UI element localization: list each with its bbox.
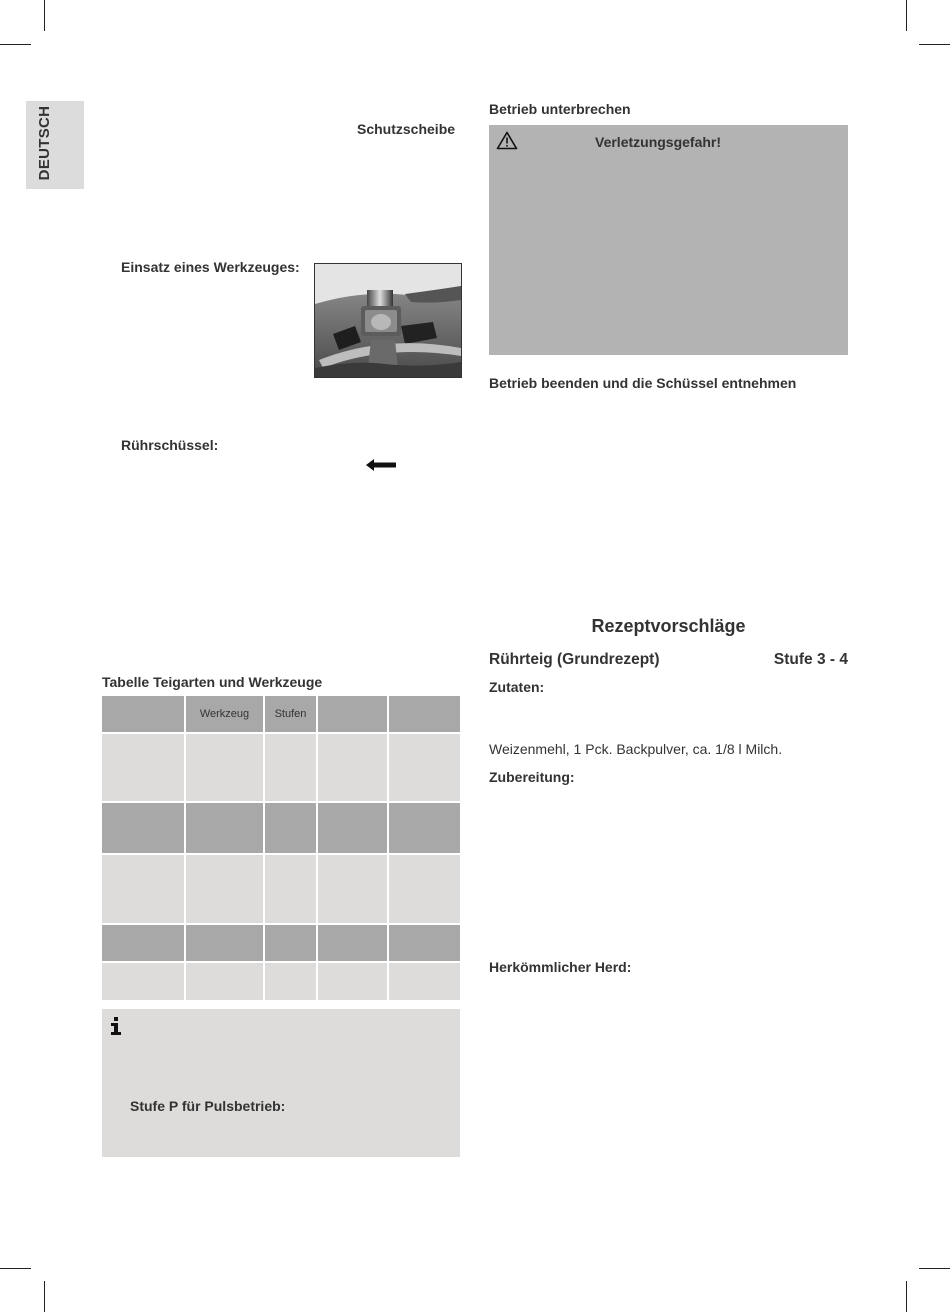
table-cell	[389, 963, 460, 1000]
table-header-cell: Werkzeug	[186, 696, 263, 732]
crop-mark	[44, 0, 45, 31]
warning-triangle-icon	[496, 131, 518, 150]
table-cell	[318, 734, 387, 801]
table-cell	[102, 855, 184, 923]
mixing-bowl-heading: Rührschüssel:	[121, 437, 219, 453]
table-cell	[389, 855, 460, 923]
tool-insertion-heading: Einsatz eines Werkzeuges:	[121, 259, 300, 275]
info-note-box	[102, 1009, 460, 1157]
oven-heading: Herkömmlicher Herd:	[489, 959, 632, 975]
table-cell	[186, 925, 263, 961]
table-cell	[389, 925, 460, 961]
table-cell	[102, 734, 184, 801]
table-cell	[186, 963, 263, 1000]
table-cell	[102, 803, 184, 853]
arrow-left-icon	[366, 458, 396, 472]
table-cell	[389, 803, 460, 853]
crop-mark	[44, 1281, 45, 1312]
table-cell	[186, 803, 263, 853]
ingredients-text: Weizenmehl, 1 Pck. Backpulver, ca. 1/8 l Milch.	[489, 741, 783, 757]
table-cell	[186, 734, 263, 801]
table-cell	[318, 855, 387, 923]
table-cell	[102, 925, 184, 961]
warning-box	[489, 125, 848, 355]
interrupt-heading: Betrieb unterbrechen	[489, 101, 631, 117]
crop-mark	[906, 0, 907, 31]
protective-disc-label: Schutzscheibe	[357, 121, 456, 137]
dough-tools-table	[102, 696, 460, 1000]
table-cell	[186, 855, 263, 923]
crop-mark	[0, 44, 31, 45]
table-title: Tabelle Teigarten und Werkzeuge	[102, 674, 323, 690]
table-cell	[318, 963, 387, 1000]
finish-heading: Betrieb beenden und die Schüssel entnehmen	[489, 375, 797, 391]
table-cell	[265, 803, 316, 853]
crop-mark	[906, 1281, 907, 1312]
crop-mark	[919, 44, 950, 45]
recipe-name: Rührteig (Grundrezept)	[489, 651, 660, 668]
table-cell	[102, 963, 184, 1000]
crop-mark	[0, 1268, 31, 1269]
table-cell	[318, 925, 387, 961]
table-header-cell	[389, 696, 460, 732]
table-cell	[389, 734, 460, 801]
table-header-cell: Stufen	[265, 696, 316, 732]
table-cell	[265, 734, 316, 801]
ingredients-heading: Zutaten:	[489, 679, 545, 695]
language-tab	[26, 101, 84, 189]
table-cell	[265, 855, 316, 923]
recipe-level: Stufe 3 - 4	[773, 651, 848, 668]
table-cell	[265, 963, 316, 1000]
preparation-heading: Zubereitung:	[489, 769, 575, 785]
table-cell	[318, 803, 387, 853]
recipes-title: Rezeptvorschläge	[591, 616, 746, 636]
warning-title: Verletzungsgefahr!	[595, 134, 722, 150]
info-icon	[110, 1017, 122, 1035]
language-tab-label: DEUTSCH	[36, 105, 53, 181]
table-cell	[265, 925, 316, 961]
table-header-cell	[102, 696, 184, 732]
crop-mark	[919, 1268, 950, 1269]
recipe-header	[489, 651, 848, 673]
tool-insertion-photo	[314, 263, 462, 378]
table-header-cell	[318, 696, 387, 732]
pulse-mode-heading: Stufe P für Pulsbetrieb:	[130, 1098, 286, 1114]
